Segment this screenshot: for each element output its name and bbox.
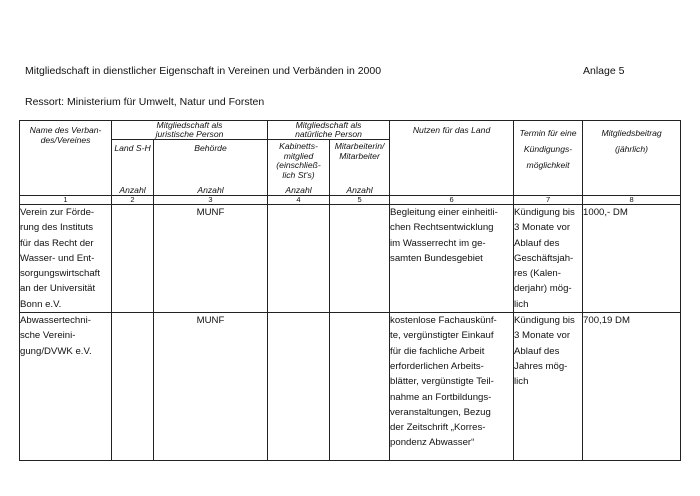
header-termination: Termin für eine Kündigungs- möglichkeit	[514, 121, 583, 196]
land-count	[112, 313, 154, 461]
cabinet-count	[268, 313, 330, 461]
staff-count	[330, 205, 390, 313]
header-name: Name des Verban- des/Vereines	[20, 121, 112, 196]
header-land: Land S-H Anzahl	[112, 140, 154, 196]
header-land-count: Anzahl	[119, 185, 146, 195]
authority: MUNF	[154, 313, 268, 461]
table-row	[20, 313, 681, 461]
annual-fee: 700,19 DM	[583, 313, 681, 461]
column-number: 1	[20, 196, 112, 205]
table-row	[20, 205, 681, 313]
header-authority: Behörde Anzahl	[154, 140, 268, 196]
staff-count	[330, 313, 390, 461]
termination-text: Kündigung bis 3 Monate vor Ablauf des Jahres mög- lich	[514, 313, 583, 461]
association-name: Abwassertechni- sche Vereini- gung/DVWK e.V.	[20, 313, 112, 461]
authority: MUNF	[154, 205, 268, 313]
benefit-text: kostenlose Fachauskünf- te, vergünstigter Einkauf für die fachliche Arbeit erforderlichen Arbeits- blätter, vergünstigte Teil- nahme an Fortbildungs- veranstaltungen, Bezug der Zeitschrift „Korres- pondenz Abwasser“	[390, 313, 514, 461]
header-cabinet-count: Anzahl	[285, 185, 312, 195]
column-number: 4	[268, 196, 330, 205]
column-number: 5	[330, 196, 390, 205]
ministry-label: Ressort: Ministerium für Umwelt, Natur und Forsten	[25, 96, 265, 108]
land-count	[112, 205, 154, 313]
column-number: 3	[154, 196, 268, 205]
header-benefit: Nutzen für das Land	[390, 121, 514, 196]
benefit-text: Begleitung einer einheitli- chen Rechtsentwicklung im Wasserrecht im ge- samten Bundesgebiet	[390, 205, 514, 313]
termination-text: Kündigung bis 3 Monate vor Ablauf des Geschäftsjah- res (Kalen- derjahr) mög- lich	[514, 205, 583, 313]
column-number: 6	[390, 196, 514, 205]
column-number: 2	[112, 196, 154, 205]
cabinet-count	[268, 205, 330, 313]
header-authority-count: Anzahl	[197, 185, 224, 195]
membership-table	[19, 120, 681, 461]
annual-fee: 1000,- DM	[583, 205, 681, 313]
header-cabinet-member: Kabinetts- mitglied (einschließ- lich St's) Anzahl	[268, 140, 330, 196]
attachment-label: Anlage 5	[583, 65, 625, 77]
column-number: 7	[514, 196, 583, 205]
header-staff-count: Anzahl	[346, 185, 373, 195]
header-staff: Mitarbeiterin/ Mitarbeiter Anzahl	[330, 140, 390, 196]
association-name: Verein zur Förde- rung des Instituts für das Recht der Wasser- und Ent- sorgungswirtschaft an der Universität Bonn e.V.	[20, 205, 112, 313]
header-fee: Mitgliedsbeitrag (jährlich)	[583, 121, 681, 196]
column-number: 8	[583, 196, 681, 205]
document-title: Mitgliedschaft in dienstlicher Eigenschaft in Vereinen und Verbänden in 2000	[25, 65, 382, 77]
header-juristic-person: Mitgliedschaft als juristische Person	[112, 121, 268, 140]
header-natural-person: Mitgliedschaft als natürliche Person	[268, 121, 390, 140]
